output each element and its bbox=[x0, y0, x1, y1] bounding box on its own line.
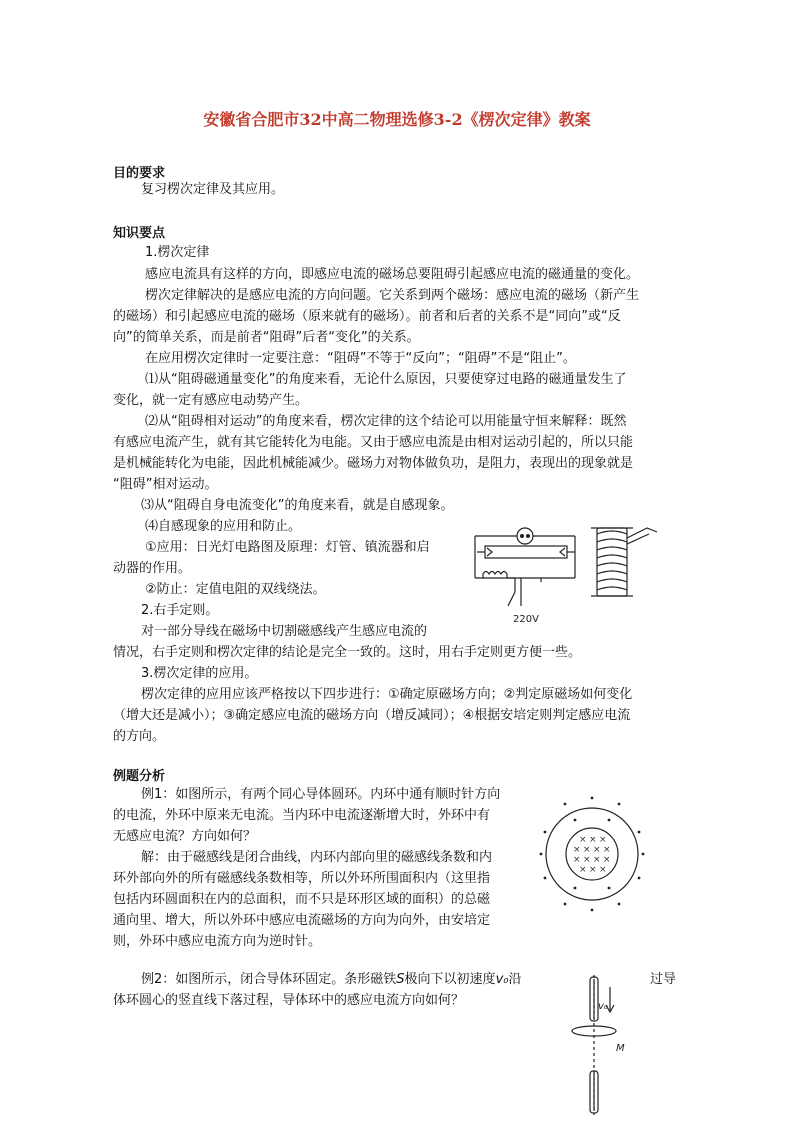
paragraph: ⑷自感现象的应用和防止。 bbox=[145, 519, 302, 534]
page-title: 安徽省合肥市32中高二物理选修3-2《楞次定律》教案 bbox=[203, 110, 591, 129]
section-heading-examples: 例题分析 bbox=[113, 769, 166, 784]
svg-text:×: × bbox=[593, 845, 601, 855]
svg-text:×: × bbox=[599, 865, 607, 875]
example2-text: 体环圆心的竖直线下落过程，导体环中的感应电流方向如何？ bbox=[113, 993, 465, 1008]
item-right-hand-rule: 2.右手定则。 bbox=[141, 603, 219, 618]
svg-text:×: × bbox=[583, 855, 591, 865]
item-lenz-law: 1.楞次定律 bbox=[145, 245, 210, 260]
example2-text bbox=[141, 969, 521, 990]
paragraph: ⑶从“阻碍自身电流变化”的角度来看，就是自感现象。 bbox=[141, 498, 454, 513]
svg-text:×: × bbox=[579, 835, 587, 845]
paragraph: 感应电流具有这样的方向，即感应电流的磁场总要阻碍引起感应电流的磁通量的变化。 bbox=[145, 267, 640, 282]
paragraph: 动器的作用。 bbox=[113, 561, 192, 576]
svg-text:×: × bbox=[599, 835, 607, 845]
item-lenz-application: 3.楞次定律的应用。 bbox=[141, 666, 258, 681]
example1-text: 的电流，外环中原来无电流。当内环中电流逐渐增大时，外环中有 bbox=[113, 808, 491, 823]
paragraph: （增大还是减小）；③确定感应电流的磁场方向（增反减同）；④根据安培定则判定感应电流 bbox=[113, 708, 631, 723]
example2-text-part: 沿 bbox=[508, 972, 522, 987]
concentric-rings-figure bbox=[535, 792, 650, 917]
example1-solution: 包括内环圆面积在内的总面积，而不只是环形区域的面积）的总磁 bbox=[113, 892, 491, 907]
ring-label-m: M bbox=[616, 1043, 625, 1054]
paragraph: “阻碍”相对运动。 bbox=[113, 477, 218, 492]
paragraph: ⑴从“阻碍磁通量变化”的角度来看，无论什么原因，只要使穿过电路的磁通量发生了 bbox=[145, 372, 627, 387]
svg-text:×: × bbox=[589, 835, 597, 845]
paragraph: ②防止：定值电阻的双线绕法。 bbox=[145, 582, 326, 597]
example2-text: 过导 bbox=[650, 972, 677, 987]
svg-text:×: × bbox=[573, 855, 581, 865]
example2-text-part: 极向下以初速度 bbox=[404, 972, 496, 987]
svg-text:×: × bbox=[573, 845, 581, 855]
paragraph: ①应用：日光灯电路图及原理：灯管、镇流器和启 bbox=[145, 540, 430, 555]
paragraph: 有感应电流产生，就有其它能转化为电能。又由于感应电流是由相对运动引起的，所以只能 bbox=[113, 435, 634, 450]
fluorescent-lamp-circuit-figure bbox=[465, 520, 675, 628]
example1-text: 无感应电流？方向如何？ bbox=[113, 829, 257, 844]
example2-v0: v₀ bbox=[495, 972, 509, 987]
svg-text:×: × bbox=[603, 855, 611, 865]
v0-label: v₀ bbox=[598, 1001, 608, 1012]
paragraph: 是机械能转化为电能，因此机械能减少。磁场力对物体做负功，是阻力，表现出的现象就是 bbox=[113, 456, 634, 471]
svg-text:×: × bbox=[603, 845, 611, 855]
paragraph: 情况，右手定则和楞次定律的结论是完全一致的。这时，用右手定则更方便一些。 bbox=[113, 645, 582, 660]
paragraph: 变化，就一定有感应电动势产生。 bbox=[113, 393, 309, 408]
paragraph: 楞次定律解决的是感应电流的方向问题。它关系到两个磁场：感应电流的磁场（新产生 bbox=[145, 288, 640, 303]
goals-text: 复习楞次定律及其应用。 bbox=[141, 182, 285, 197]
example1-solution: 则，外环中感应电流方向为逆时针。 bbox=[113, 934, 322, 949]
section-heading-key-points: 知识要点 bbox=[113, 226, 166, 241]
svg-text:×: × bbox=[589, 865, 597, 875]
example2-text-part: 例2：如图所示，闭合导体环固定。条形磁铁 bbox=[141, 972, 397, 987]
paragraph: ⑵从“阻碍相对运动”的角度来看，楞次定律的这个结论可以用能量守恒来解释：既然 bbox=[145, 414, 627, 429]
example1-text: 例1：如图所示，有两个同心导体圆环。内环中通有顺时针方向 bbox=[141, 787, 501, 802]
example1-solution: 通向里、增大，所以外环中感应电流磁场的方向为向外，由安培定 bbox=[113, 913, 491, 928]
falling-magnet-figure bbox=[570, 975, 650, 1117]
svg-text:×: × bbox=[593, 855, 601, 865]
voltage-label: 220V bbox=[513, 614, 539, 625]
svg-text:×: × bbox=[579, 865, 587, 875]
paragraph: 楞次定律的应用应该严格按以下四步进行：①确定原磁场方向；②判定原磁场如何变化 bbox=[141, 687, 633, 702]
example1-solution: 环外部向外的所有磁感线条数相等，所以外环所围面积内（这里指 bbox=[113, 871, 491, 886]
section-heading-goals: 目的要求 bbox=[113, 166, 166, 181]
example1-solution: 解：由于磁感线是闭合曲线，内环内部向里的磁感线条数和内 bbox=[141, 850, 493, 865]
paragraph: 向”的简单关系，而是前者“阻碍”后者“变化”的关系。 bbox=[113, 330, 420, 345]
example2-pole-s: S bbox=[396, 972, 405, 987]
paragraph: 对一部分导线在磁场中切割磁感线产生感应电流的 bbox=[141, 624, 428, 639]
svg-text:×: × bbox=[583, 845, 591, 855]
paragraph: 的方向。 bbox=[113, 729, 166, 744]
paragraph: 的磁场）和引起感应电流的磁场（原来就有的磁场）。前者和后者的关系不是“同向”或“反 bbox=[113, 309, 621, 324]
paragraph: 在应用楞次定律时一定要注意：“阻碍”不等于“反向”；“阻碍”不是“阻止”。 bbox=[145, 351, 576, 366]
